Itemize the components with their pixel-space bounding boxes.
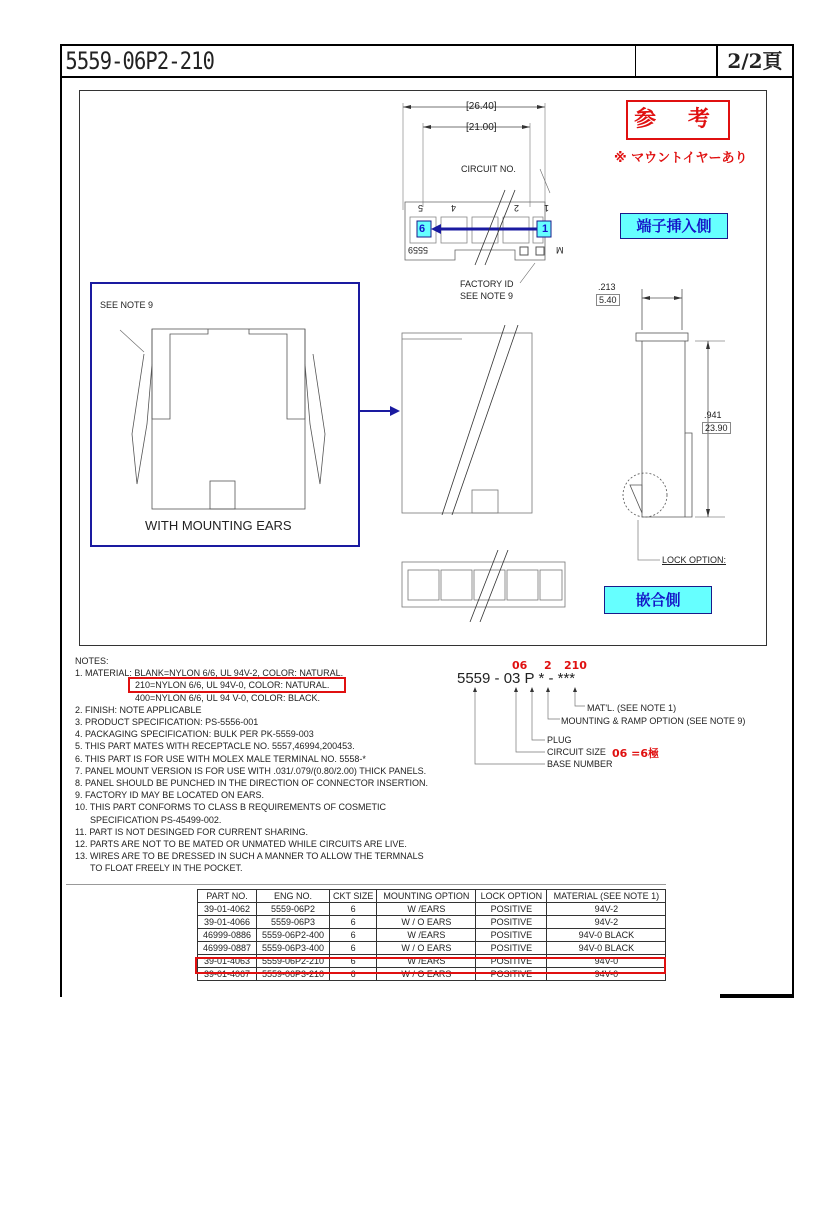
note-8: 8. PANEL SHOULD BE PUNCHED IN THE DIRECTION OF CONNECTOR INSERTION. bbox=[75, 778, 429, 789]
cell-mounting: W / O EARS bbox=[377, 916, 476, 929]
cell-lock: POSITIVE bbox=[476, 968, 547, 981]
overlay-circuit: 06 bbox=[512, 659, 528, 672]
cell-lock: POSITIVE bbox=[476, 955, 547, 968]
mating-view-drawing bbox=[400, 550, 570, 622]
table-row bbox=[198, 929, 666, 942]
dim-depth-mm: 5.40 bbox=[596, 294, 620, 306]
note-11: 11. PART IS NOT DESINGED FOR CURRENT SHARING. bbox=[75, 826, 309, 837]
note-9: 9. FACTORY ID MAY BE LOCATED ON EARS. bbox=[75, 790, 265, 801]
circuit-size-label: CIRCUIT SIZE bbox=[547, 747, 606, 757]
cell-ckt-size: 6 bbox=[330, 929, 377, 942]
note-4: 4. PACKAGING SPECIFICATION: BULK PER PK-5559-003 bbox=[75, 729, 314, 740]
title-block bbox=[60, 44, 794, 78]
cell-lock: POSITIVE bbox=[476, 929, 547, 942]
cell-ckt-size: 6 bbox=[330, 942, 377, 955]
mating-side-label: 嵌合側 bbox=[604, 586, 712, 614]
circuit-number-2: 2 bbox=[514, 203, 520, 213]
table-row bbox=[198, 942, 666, 955]
note-13-cont: TO FLOAT FREELY IN THE POCKET. bbox=[90, 863, 243, 874]
circuit-no-label: CIRCUIT NO. bbox=[461, 164, 516, 174]
table-row bbox=[198, 903, 666, 916]
dim-overall-width: [26.40] bbox=[466, 101, 497, 112]
note-5: 5. THIS PART MATES WITH RECEPTACLE NO. 5557,46994,200453. bbox=[75, 741, 355, 752]
note-2: 2. FINISH: NOTE APPLICABLE bbox=[75, 704, 202, 715]
header-material: MATERIAL (SEE NOTE 1) bbox=[547, 890, 666, 903]
cell-material: 94V-2 bbox=[547, 903, 666, 916]
mounting-ears-drawing bbox=[92, 284, 358, 545]
cell-material: 94V-0 bbox=[547, 955, 666, 968]
note-1-highlight bbox=[128, 677, 346, 693]
cell-lock: POSITIVE bbox=[476, 916, 547, 929]
dim-height-mm: 23.90 bbox=[702, 422, 731, 434]
circuit-number-4: 4 bbox=[451, 203, 457, 213]
reference-stamp: 参 考 bbox=[626, 100, 730, 140]
notes-heading: NOTES: bbox=[75, 656, 109, 666]
cell-mounting: W / O EARS bbox=[377, 942, 476, 955]
cell-mounting: W / O EARS bbox=[377, 968, 476, 981]
overlay-material: 210 bbox=[564, 659, 587, 672]
table-row bbox=[198, 916, 666, 929]
cell-mounting: W /EARS bbox=[377, 929, 476, 942]
header-ckt-size: CKT SIZE bbox=[330, 890, 377, 903]
header-mounting-option: MOUNTING OPTION bbox=[377, 890, 476, 903]
cell-material: 94V-2 bbox=[547, 916, 666, 929]
note-1-210: 210=NYLON 6/6, UL 94V-0, COLOR: NATURAL. bbox=[135, 680, 330, 691]
note-10: 10. THIS PART CONFORMS TO CLASS B REQUIREMENTS OF COSMETIC bbox=[75, 802, 387, 813]
dim-depth-in: .213 bbox=[598, 282, 616, 292]
highlighted-row-box bbox=[195, 957, 666, 974]
cell-lock: POSITIVE bbox=[476, 942, 547, 955]
cell-eng-no: 5559-06P3-400 bbox=[257, 942, 330, 955]
part-number-format: 5559 - 03 P * - *** bbox=[457, 670, 576, 687]
factory-id-note: SEE NOTE 9 bbox=[460, 291, 514, 301]
cell-eng-no: 5559-06P3-210 bbox=[257, 968, 330, 981]
dim-height-in: .941 bbox=[704, 410, 722, 420]
material-label: MAT'L. (SEE NOTE 1) bbox=[587, 703, 677, 713]
table-header-row bbox=[198, 890, 666, 903]
cell-part-no: 39-01-4062 bbox=[198, 903, 257, 916]
note-7: 7. PANEL MOUNT VERSION IS FOR USE WITH .031/.079/(0.80/2.00) THICK PANELS. bbox=[75, 765, 427, 776]
cell-part-no: 46999-0886 bbox=[198, 929, 257, 942]
cell-part-no: 46999-0887 bbox=[198, 942, 257, 955]
page-number: 2/2頁 bbox=[716, 46, 792, 76]
mold-mark: M bbox=[556, 245, 564, 255]
front-view-drawing bbox=[400, 325, 540, 515]
title-blank-cell bbox=[635, 46, 716, 76]
note-1: 1. MATERIAL: BLANK=NYLON 6/6, UL 94V-2, COLOR: NATURAL. bbox=[75, 668, 344, 679]
cell-ckt-size: 6 bbox=[330, 968, 377, 981]
cell-part-no: 39-01-4063 bbox=[198, 955, 257, 968]
header-eng-no: ENG NO. bbox=[257, 890, 330, 903]
circuit-number-5: 5 bbox=[418, 203, 424, 213]
header-lock-option: LOCK OPTION bbox=[476, 890, 547, 903]
base-number-label: BASE NUMBER bbox=[547, 759, 613, 769]
see-note-9-label: SEE NOTE 9 bbox=[100, 300, 154, 310]
dim-pitch-span: [21.00] bbox=[466, 122, 497, 133]
note-12: 12. PARTS ARE NOT TO BE MATED OR UNMATED WHILE CIRCUITS ARE LIVE. bbox=[75, 839, 407, 850]
note-13: 13. WIRES ARE TO BE DRESSED IN SUCH A MANNER TO ALLOW THE TERMNALS bbox=[75, 851, 424, 862]
circuit-number-1-top: 1 bbox=[544, 203, 550, 213]
cell-lock: POSITIVE bbox=[476, 903, 547, 916]
housing-mark: 5559 bbox=[408, 245, 429, 255]
note-3: 3. PRODUCT SPECIFICATION: PS-5556-001 bbox=[75, 717, 259, 728]
circuit-last-label: 6 bbox=[419, 223, 426, 235]
cell-mounting: W /EARS bbox=[377, 903, 476, 916]
note-6: 6. THIS PART IS FOR USE WITH MOLEX MALE TERMINAL NO. 5558-* bbox=[75, 753, 366, 764]
cell-ckt-size: 6 bbox=[330, 916, 377, 929]
view-arrow-icon bbox=[358, 403, 402, 419]
cell-ckt-size: 6 bbox=[330, 955, 377, 968]
cell-material: 94V-0 bbox=[547, 968, 666, 981]
cell-material: 94V-0 BLACK bbox=[547, 942, 666, 955]
bottom-rule bbox=[720, 994, 794, 998]
cell-eng-no: 5559-06P2-210 bbox=[257, 955, 330, 968]
lock-option-label: LOCK OPTION: bbox=[662, 555, 727, 565]
overlay-option: 2 bbox=[544, 659, 552, 672]
cell-part-no: 39-01-4067 bbox=[198, 968, 257, 981]
note-10-cont: SPECIFICATION PS-45499-002. bbox=[90, 814, 222, 825]
cell-mounting: W /EARS bbox=[377, 955, 476, 968]
cell-ckt-size: 6 bbox=[330, 903, 377, 916]
cell-eng-no: 5559-06P3 bbox=[257, 916, 330, 929]
mounting-option-label: MOUNTING & RAMP OPTION (SEE NOTE 9) bbox=[561, 716, 746, 726]
header-part-no: PART NO. bbox=[198, 890, 257, 903]
plug-label: PLUG bbox=[547, 735, 572, 745]
note-1-400: 400=NYLON 6/6, UL 94 V-0, COLOR: BLACK. bbox=[135, 692, 321, 703]
cell-part-no: 39-01-4066 bbox=[198, 916, 257, 929]
mount-ear-note: ※ マウントイヤーあり bbox=[614, 151, 748, 166]
with-mounting-ears-caption: WITH MOUNTING EARS bbox=[145, 518, 292, 533]
factory-id-label: FACTORY ID bbox=[460, 279, 514, 289]
drawing-title: 5559-06P2-210 bbox=[65, 47, 215, 75]
circuit-first-label: 1 bbox=[542, 223, 549, 235]
cell-eng-no: 5559-06P2 bbox=[257, 903, 330, 916]
table-separator bbox=[66, 884, 666, 885]
terminal-insertion-side-label: 端子挿入側 bbox=[620, 213, 728, 239]
cell-eng-no: 5559-06P2-400 bbox=[257, 929, 330, 942]
cell-material: 94V-0 BLACK bbox=[547, 929, 666, 942]
circuit-size-note: 06 =6極 bbox=[612, 747, 660, 760]
